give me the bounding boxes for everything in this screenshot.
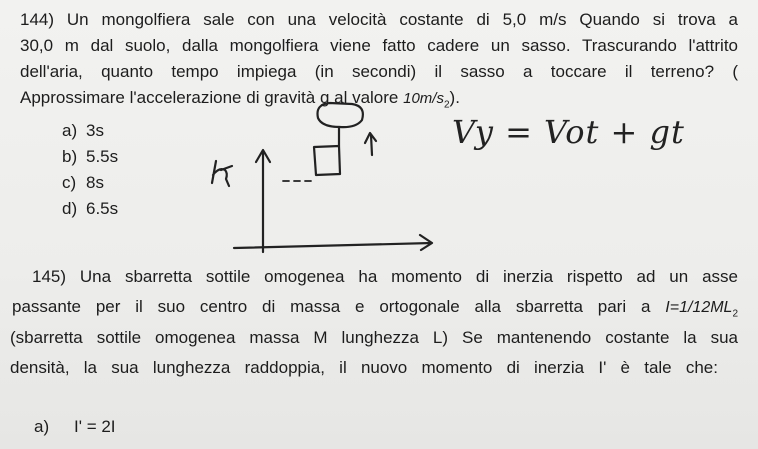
option-text: 6.5s — [86, 199, 119, 218]
up-velocity-arrow-icon — [365, 133, 376, 155]
q145-option-a[interactable] — [34, 417, 116, 437]
balloon-basket-icon — [314, 146, 340, 175]
option-label: b) — [62, 147, 78, 166]
g-value: 10m/s — [403, 90, 444, 107]
option-text: 8s — [86, 173, 104, 192]
q144-line-1: 144) Un mongolfiera sale con una velocità costante di 5,0 m/s Quando si trova a — [20, 10, 738, 29]
q145-line-1: 145) Una sbarretta sottile omogenea ha momento di inerzia rispetto ad un asse — [32, 267, 738, 286]
q144-line-2: 30,0 m dal suolo, dalla mongolfiera viene fatto cadere un sasso. Trascurando l'attrito — [20, 36, 738, 55]
handwritten-formula: Vy = Vot + gt — [452, 113, 685, 151]
q145-line-3: (sbarretta sottile omogenea massa M lunghezza L) Se mantenendo costante la sua — [10, 328, 738, 347]
option-text: 3s — [86, 121, 104, 140]
option-label: a) — [34, 417, 50, 436]
inertia-exponent: 2 — [732, 308, 738, 320]
option-text: I' = 2I — [74, 417, 116, 436]
option-text: 5.5s — [86, 147, 119, 166]
g-exponent: 2 — [443, 99, 450, 111]
q144-close: ). — [449, 88, 460, 107]
option-label: d) — [62, 199, 78, 218]
option-label: a) — [62, 121, 78, 140]
q145-line-4: densità, la sua lunghezza raddoppia, il nuovo momento di inerzia I' è tale che: — [10, 358, 718, 377]
q144-line-4-text: Approssimare l'accelerazione di gravità g al valore — [20, 88, 404, 107]
option-label: c) — [62, 173, 77, 192]
handwritten-h-label: h — [211, 163, 228, 193]
q145-line-2 — [12, 297, 738, 324]
height-axis-icon — [256, 150, 270, 252]
balloon-envelope-icon — [318, 103, 363, 127]
q144-line-3: dell'aria, quanto tempo impiega (in secondi) il sasso a toccare il terreno? ( — [20, 62, 738, 81]
inertia-formula: I=1/12ML — [665, 299, 733, 316]
q145-line-2-text: passante per il suo centro di massa e ortogonale alla sbarretta pari a — [12, 297, 666, 316]
